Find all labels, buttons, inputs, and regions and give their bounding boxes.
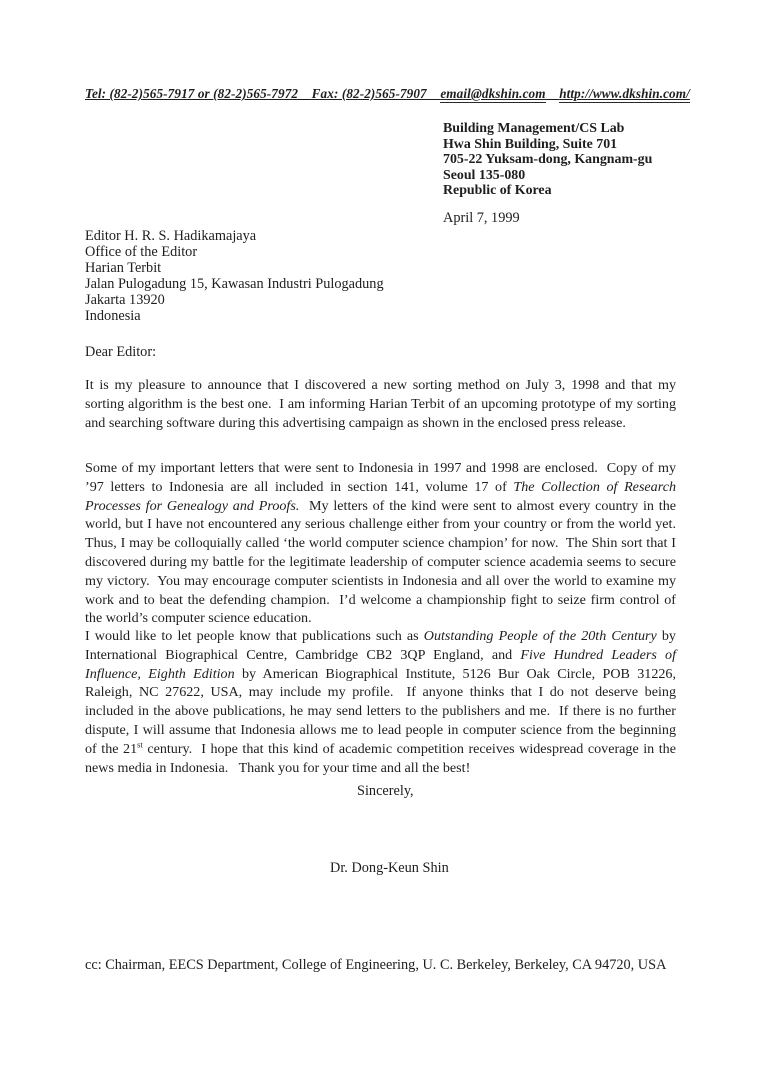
text-line: Hwa Shin Building, Suite 701 [443, 136, 618, 152]
text-run: It is my pleasure to announce that I discovered a new sorting method on July 3, 1998 and that my sorting algorithm is the best one. I am informing Harian Terbit of an upcoming prototype of my sorting and searching software during this advertising campaign as shown in the enclosed press release. [85, 377, 680, 431]
text-run: My letters of the kind were sent to almost every country in the world, but I have not encountered any serious challenge either from your country or from the world yet. Thus, I may be colloquially called ‘the world computer science champion’ for now. The Shin sort that I discovered during my battle for the legitimate leadership of computer science academia seems to secure my victory. You may encourage computer scientists in Indonesia and all over the world to examine my work and to beat the defending champion. I’d welcome a championship fight to seize firm control of the world’s computer science education. [85, 497, 684, 627]
email-text: email@dkshin.com [440, 86, 546, 101]
text-line: Republic of Korea [443, 183, 552, 199]
letter-date: April 7, 1999 [443, 210, 520, 226]
cc-line: cc: Chairman, EECS Department, College of Engineering, U. C. Berkeley, Berkeley, CA 94720, USA [85, 957, 667, 973]
body-paragraph-1 [85, 376, 680, 432]
text-line: Editor H. R. S. Hadikamajaya [85, 228, 257, 244]
text-line: Jalan Pulogadung 15, Kawasan Industri Pulogadung [85, 275, 384, 292]
text-run: by American Biographical Institute, 5126 Bur Oak Circle, POB 31226, Raleigh, NC 27622, USA, may include my profile. If anyone thinks that I do not deserve being included in the above publications, he may send letters to the publishers and me. If there is no further dispute, I will assume that Indonesia allows me to lead people in computer science from the beginning of the 21 [85, 665, 680, 757]
ordinal-suffix: st [137, 739, 143, 750]
book-title: The Collection of Research Processes for Genealogy and Proofs. [85, 478, 680, 514]
body-paragraph-3 [85, 627, 680, 777]
text-line: Indonesia [85, 307, 141, 324]
text-run: by International Biographical Centre, Cambridge CB2 3QP England, and [85, 628, 680, 663]
website-url-text: http://www.dkshin.com/ [559, 86, 690, 101]
book-title: Outstanding People of the 20th Century [423, 628, 657, 644]
sender-address-block [443, 121, 652, 199]
closing-phrase: Sincerely, [357, 783, 414, 799]
text-line: Jakarta 13920 [85, 291, 165, 308]
text-run: century. I hope that this kind of academic competition receives widespread coverage in the news media in Indonesia. Thank you for your time and all the best! [85, 740, 680, 776]
text-line: Building Management/CS Lab [443, 121, 625, 136]
text-run: Some of my important letters that were sent to Indonesia in 1997 and 1998 are enclosed. Copy of my ’97 letters to Indonesia are all included in section 141, volume 17 of [85, 460, 680, 495]
text-line: Harian Terbit [85, 259, 162, 276]
text-line: Office of the Editor [85, 243, 198, 260]
text-line: Seoul 135-080 [443, 167, 526, 183]
signature-name: Dr. Dong-Keun Shin [330, 860, 449, 876]
header-spacer [546, 86, 560, 101]
text-run: I would like to let people know that publications such as [85, 628, 424, 644]
body-paragraph-2 [85, 459, 684, 628]
text-line: 705-22 Yuksam-dong, Kangnam-gu [443, 152, 653, 168]
book-title: Five Hundred Leaders of Influence, Eighth Edition [85, 646, 680, 682]
contact-header-line [85, 86, 690, 102]
salutation: Dear Editor: [85, 344, 157, 360]
recipient-address-block [85, 229, 384, 324]
tel-fax-text: Tel: (82-2)565-7917 or (82-2)565-7972 Fax: (82-2)565-7907 [85, 86, 441, 101]
